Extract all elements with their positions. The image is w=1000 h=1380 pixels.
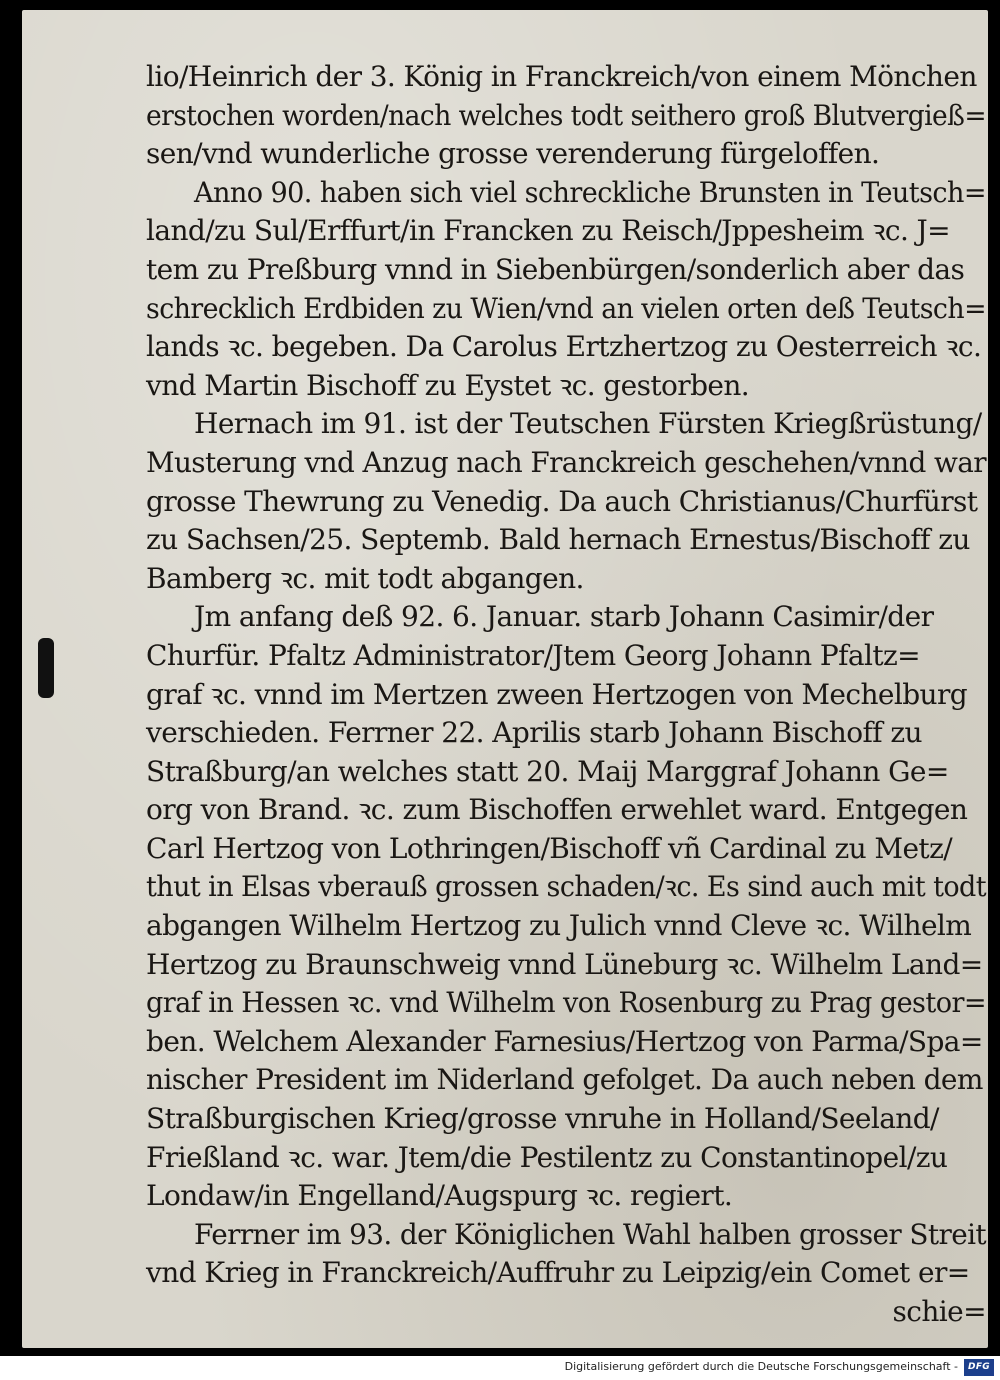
text-line: Musterung vnd Anzug nach Franckreich geschehen/vnnd war — [146, 445, 986, 479]
text-line: Hertzog zu Braunschweig vnnd Lüneburg ꝛc. Wilhelm Land= — [146, 947, 983, 981]
text-line: ben. Welchem Alexander Farnesius/Hertzog von Parma/Spa= — [146, 1024, 983, 1058]
text-line: land/zu Sul/Erffurt/in Francken zu Reisch/Jppesheim ꝛc. J= — [146, 214, 951, 248]
catchword: schie= — [892, 1295, 986, 1328]
text-line: vnd Martin Bischoff zu Eystet ꝛc. gestorben. — [146, 368, 750, 402]
text-line: graf in Hessen ꝛc. vnd Wilhelm von Rosenburg zu Prag gestor= — [146, 986, 986, 1020]
text-line: abgangen Wilhelm Hertzog zu Julich vnnd Cleve ꝛc. Wilhelm — [146, 909, 972, 943]
text-line: org von Brand. ꝛc. zum Bischoffen erwehlet ward. Entgegen — [146, 793, 968, 827]
text-line: Frießland ꝛc. war. Jtem/die Pestilentz zu Constantinopel/zu — [146, 1140, 948, 1174]
body-text — [146, 58, 986, 1332]
text-line: Straßburgischen Krieg/grosse vnruhe in Holland/Seeland/ — [146, 1102, 939, 1136]
digitization-footer — [0, 1356, 1000, 1380]
text-line: tem zu Preßburg vnnd in Siebenbürgen/sonderlich aber das — [146, 252, 965, 286]
text-line: grosse Thewrung zu Venedig. Da auch Christianus/Churfürst — [146, 484, 978, 518]
text-line: lio/Heinrich der 3. König in Franckreich/von einem Mönchen — [146, 60, 977, 93]
text-line: sen/vnd wunderliche grosse verenderung fürgeloffen. — [146, 137, 880, 171]
text-line: Carl Hertzog von Lothringen/Bischoff vñ Cardinal zu Metz/ — [146, 831, 953, 865]
dfg-logo: DFG — [964, 1359, 994, 1376]
text-line: verschieden. Ferrner 22. Aprilis starb Johann Bischoff zu — [146, 716, 922, 750]
paragraph-start-line: Jm anfang deß 92. 6. Januar. starb Johann Casimir/der — [194, 600, 934, 634]
paragraph-start-line: Ferrner im 93. der Königlichen Wahl halben grosser Streit — [194, 1217, 986, 1251]
text-line: Bamberg ꝛc. mit todt abgangen. — [146, 561, 584, 595]
page-hole — [38, 638, 54, 698]
text-line: erstochen worden/nach welches todt seithero groß Blutvergieß= — [146, 98, 986, 132]
funding-credit: Digitalisierung gefördert durch die Deutsche Forschungsgemeinschaft - — [564, 1360, 958, 1373]
text-line: nischer President im Niderland gefolget. Da auch neben dem — [146, 1063, 983, 1097]
text-line: Churfür. Pfaltz Administrator/Jtem Georg Johann Pfaltz= — [146, 638, 920, 672]
text-line: graf ꝛc. vnnd im Mertzen zween Hertzogen von Mechelburg — [146, 677, 968, 711]
text-line: schrecklich Erdbiden zu Wien/vnd an vielen orten deß Teutsch= — [146, 291, 986, 325]
text-line: zu Sachsen/25. Septemb. Bald hernach Ernestus/Bischoff zu — [146, 523, 970, 557]
paragraph-start-line: Anno 90. haben sich viel schreckliche Brunsten in Teutsch= — [194, 175, 986, 209]
text-line: vnd Krieg in Franckreich/Auffruhr zu Leipzig/ein Comet er= — [146, 1256, 970, 1290]
text-line: lands ꝛc. begeben. Da Carolus Ertzhertzog zu Oesterreich ꝛc. — [146, 330, 982, 364]
text-line: Straßburg/an welches statt 20. Maij Marggraf Johann Ge= — [146, 754, 949, 788]
text-line: thut in Elsas vberauß grossen schaden/ꝛc. Es sind auch mit todt — [146, 870, 986, 904]
text-line: Londaw/in Engelland/Augspurg ꝛc. regiert. — [146, 1179, 733, 1213]
paragraph-start-line: Hernach im 91. ist der Teutschen Fürsten Kriegßrüstung/ — [194, 407, 982, 441]
paper-page — [22, 10, 988, 1348]
